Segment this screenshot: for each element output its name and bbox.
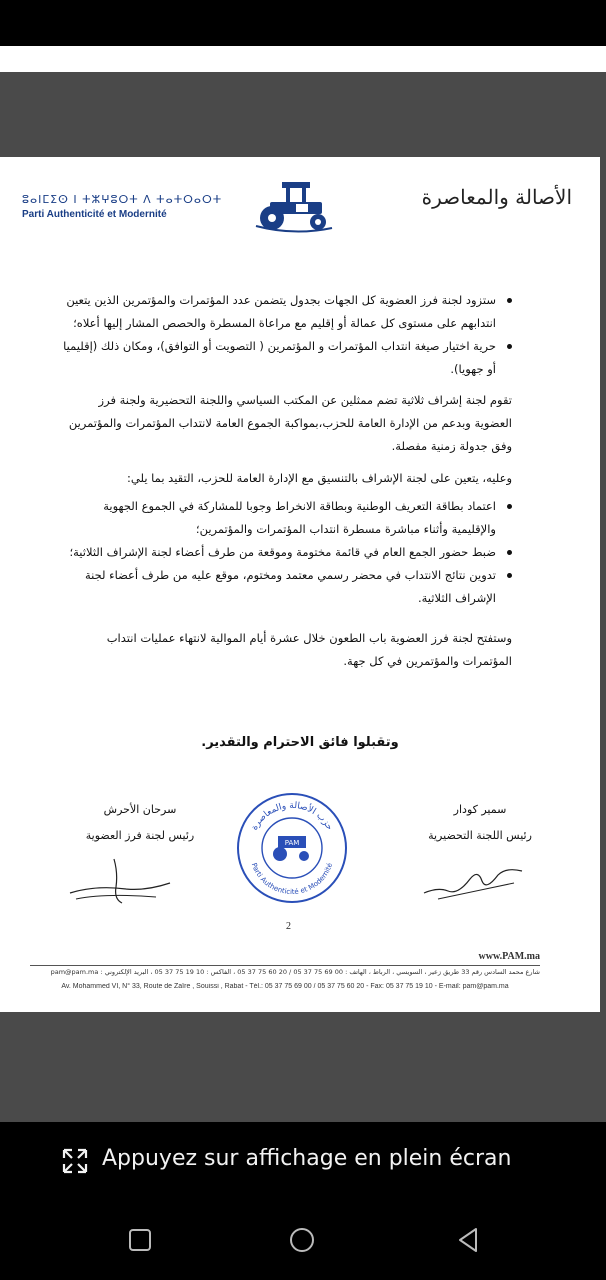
- home-icon[interactable]: [288, 1226, 316, 1254]
- list-item: ستزود لجنة فرز العضوية كل الجهات بجدول يتضمن عدد المؤتمرات والمؤتمرين الذين يتعين انتدابهم على مستوى كل عمالة أو إقليم مع مراعاة المسطرة والحصص المشار إليها أعلاه؛: [58, 289, 512, 335]
- list-item: حرية اختيار صيغة انتداب المؤتمرات و المؤتمرين ( التصويت أو التوافق)، ومكان ذلك (إقليميا أو جهويا).: [58, 335, 512, 381]
- svg-text:حزب الأصالة والمعاصرة: [250, 801, 334, 832]
- party-header-left: [22, 193, 223, 220]
- closing-salutation: وتقبلوا فائق الاحترام والتقدير.: [201, 735, 399, 750]
- top-white-strip: [0, 46, 606, 72]
- signature-block-preparatory: [400, 797, 560, 849]
- handwritten-signature-left: [66, 853, 176, 907]
- footer-address-arabic: شارع محمد السادس رقم 33 طريق زعير ، السويسي ، الرباط ، الهاتف : 00 69 75 37 05 / 20 60 75 37 05 ، الفاكس : 10 19 75 37 05 ، البريد الإلكتروني : pam@pam.ma: [50, 968, 540, 976]
- back-icon[interactable]: [454, 1226, 482, 1254]
- tractor-logo-icon: [252, 174, 336, 234]
- website-link[interactable]: www.PAM.ma: [478, 951, 540, 962]
- list-item: ضبط حضور الجمع العام في قائمة مختومة وموقعة من طرف أعضاء لجنة الإشراف الثلاثية؛: [58, 541, 512, 564]
- party-name-french: Parti Authenticité et Modernité: [22, 209, 167, 220]
- recent-apps-icon[interactable]: [126, 1226, 154, 1254]
- signatory-title: رئيس لجنة فرز العضوية: [85, 829, 195, 842]
- status-bar-area: [0, 0, 606, 46]
- page-number: 2: [286, 921, 291, 932]
- stamp-top-text: حزب الأصالة والمعاصرة: [249, 800, 335, 833]
- handwritten-signature-right: [418, 857, 528, 903]
- stamp-bottom-text: Parti Authenticité et Modernité: [249, 861, 335, 897]
- bullet-list-middle: [58, 495, 512, 610]
- signatory-name: سمير كودار: [453, 803, 507, 816]
- svg-text:Parti Authenticité et Modernit: [250, 862, 334, 896]
- signatory-title: رئيس اللجنة التحضيرية: [428, 829, 532, 842]
- document-page: [0, 157, 600, 1012]
- footer-address-french: Av. Mohammed VI, N° 33, Route de Zaïre , Souissi , Rabat - Tél.: 05 37 75 69 00 / 05 37 75 60 20 - Fax: 05 37 75 19 10 - E-mail: pam@pam.ma: [61, 983, 509, 990]
- fullscreen-prompt-button[interactable]: [0, 1122, 606, 1200]
- paragraph-supervision: تقوم لجنة إشراف ثلاثية تضم ممثلين عن المكتب السياسي واللجنة التحضيرية ولجنة فرز العضوية وبدعم من الإدارة العامة للحزب،بمواكبة الجموع العامة لانتداب المؤتمرات والمؤتمرين وفق جدولة زمنية مفصلة.: [68, 393, 512, 453]
- official-stamp: [234, 790, 350, 906]
- list-item: اعتماد بطاقة التعريف الوطنية وبطاقة الانخراط وجوبا للمشاركة في الجموع الجهوية والإقليمية وأثناء مباشرة مسطرة انتداب المؤتمرات والمؤتمرين؛: [58, 495, 512, 541]
- expand-arrows-icon: [62, 1148, 88, 1174]
- party-name-arabic-logo: الأصالة والمعاصرة: [421, 185, 572, 209]
- fullscreen-label: Appuyez sur affichage en plein écran: [102, 1146, 512, 1171]
- bullet-list-top: [58, 289, 512, 381]
- stamp-center-text: PAM: [284, 839, 300, 847]
- signatory-name: سرحان الأحرش: [103, 803, 177, 816]
- android-navigation-bar: [0, 1200, 606, 1280]
- paragraph-instructions-intro: وعليه، يتعين على لجنة الإشراف بالتنسيق مع الإدارة العامة للحزب، التقيد بما يلي:: [127, 471, 512, 485]
- paragraph-appeals: وستفتح لجنة فرز العضوية باب الطعون خلال عشرة أيام الموالية لانتهاء عمليات انتداب المؤتمرات والمؤتمرين في كل جهة.: [106, 631, 512, 668]
- list-item: تدوين نتائج الانتداب في محضر رسمي معتمد ومختوم، موقع عليه من طرف أعضاء لجنة الإشراف الثلاثية.: [58, 564, 512, 610]
- footer-divider: [30, 965, 540, 966]
- tifinagh-party-name: ⵓⴰⵏⵎⵉⵙ ⵏ ⵜⵣⵖⵓⵔⵜ ⴷ ⵜⴰⵜⵔⴰⵔⵜ: [22, 193, 223, 206]
- signature-block-membership: [60, 797, 220, 849]
